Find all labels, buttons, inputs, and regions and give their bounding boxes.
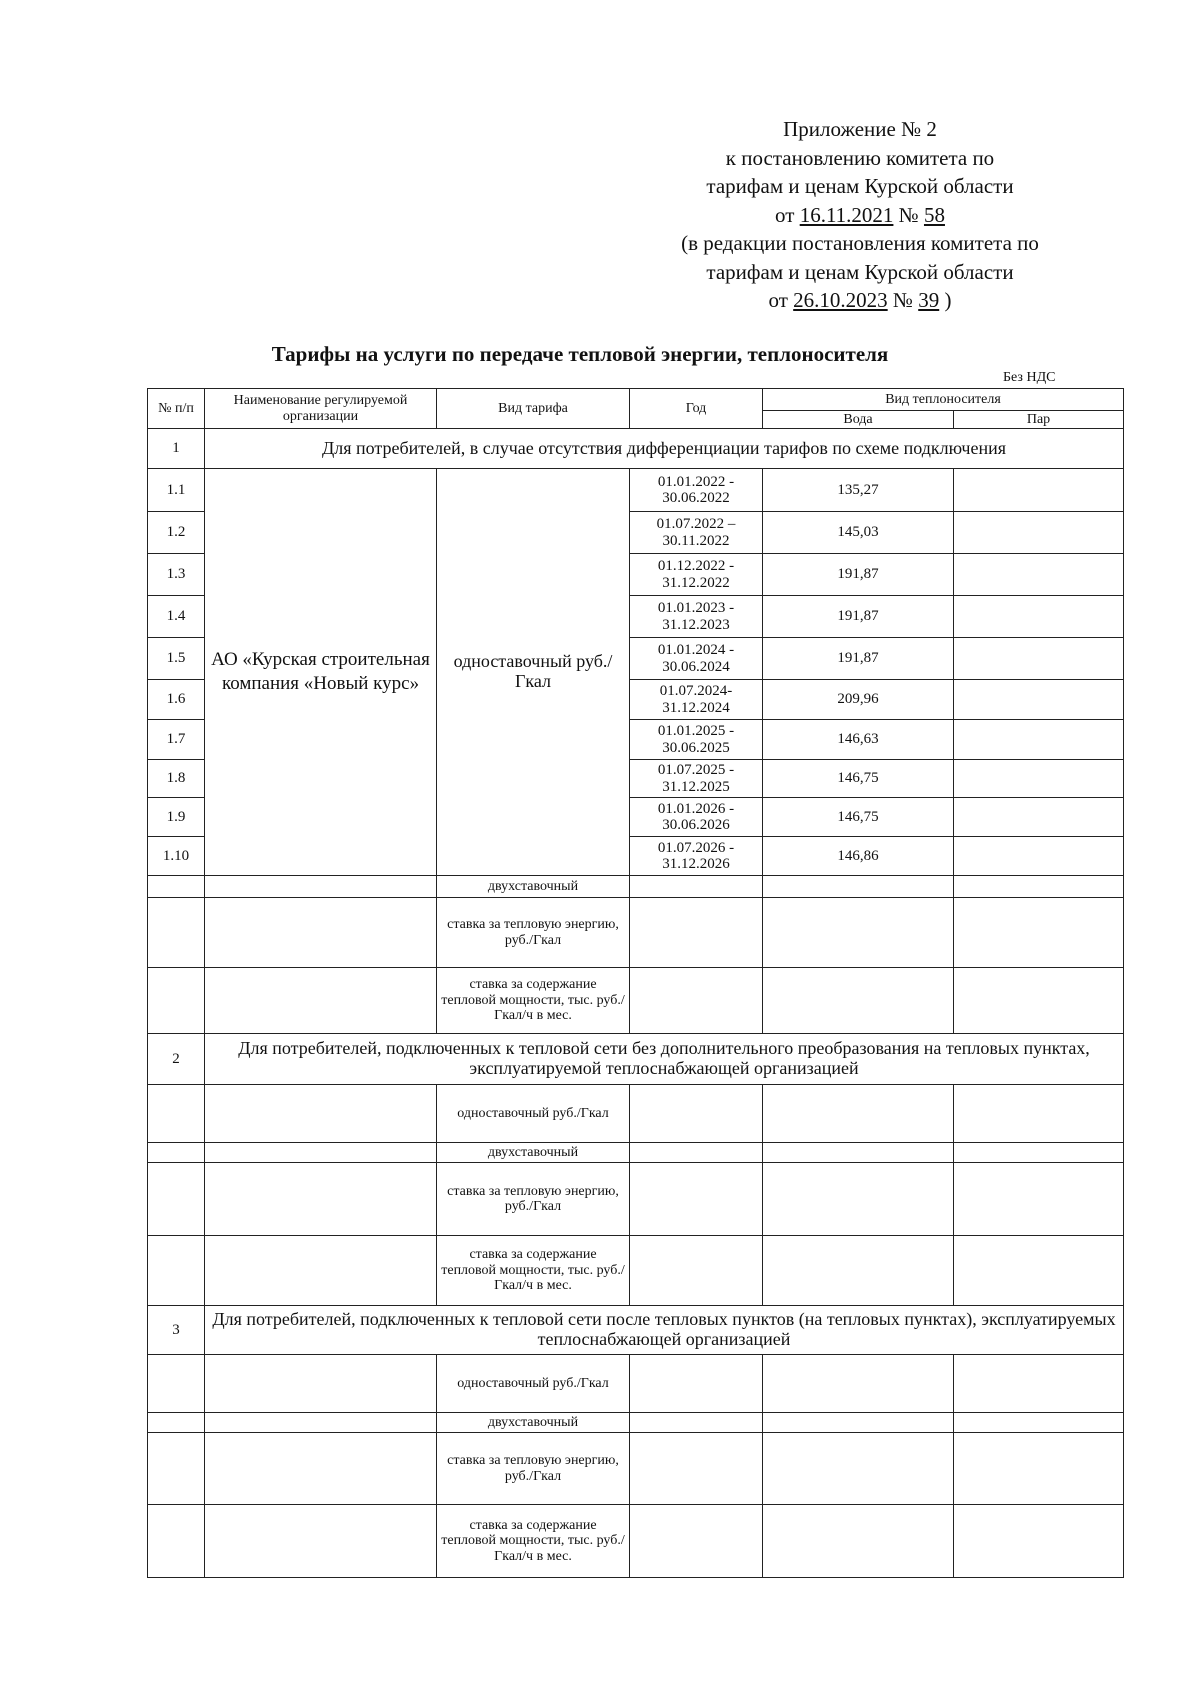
decree-date: 16.11.2021 [799,202,894,227]
appendix-edition-ref [600,286,1120,315]
row-number: 1.4 [148,596,205,638]
decree-number: 58 [923,202,945,227]
appendix-line-5: (в редакции постановления комитета по [681,231,1039,255]
one-rate-tariff: одноставочный руб./Гкал [437,469,630,876]
table-row [148,469,1124,512]
row-number: 1.6 [148,680,205,720]
row-number: 1.8 [148,760,205,798]
appendix-number: Приложение № 2 [783,117,937,141]
one-rate-row [148,1085,1124,1143]
period: 01.07.2024- 31.12.2024 [630,680,763,720]
vat-note: Без НДС [1003,370,1056,385]
water-value: 191,87 [763,554,954,596]
document-title: Тарифы на услуги по передаче тепловой энергии, теплоносителя [271,342,889,366]
steam-value [954,837,1124,876]
capacity-rate-row [148,1236,1124,1306]
number-label: № [898,202,919,227]
water-value: 146,86 [763,837,954,876]
section-3-number: 3 [148,1306,205,1355]
energy-rate-row [148,1163,1124,1236]
tariff-table [147,388,1124,1578]
appendix-header [600,115,1120,315]
period: 01.01.2023 - 31.12.2023 [630,596,763,638]
steam-value [954,680,1124,720]
row-number: 1.3 [148,554,205,596]
period: 01.01.2026 - 30.06.2026 [630,798,763,837]
row-number: 1.7 [148,720,205,760]
col-year-header: Год [630,389,763,429]
col-water-header: Вода [763,411,954,429]
section-2-title: Для потребителей, подключенных к тепловой сети без дополнительного преобразования на тепловых пунктах, эксплуатируемой теплоснабжающей организацией [205,1034,1124,1085]
energy-rate-label: ставка за тепловую энергию, руб./Гкал [437,898,630,968]
two-rate-label: двухставочный [437,876,630,898]
two-rate-label: двухставочный [437,1143,630,1163]
steam-value [954,512,1124,554]
one-rate-label: одноставочный руб./Гкал [437,1355,630,1413]
edition-number: 39 [918,288,940,312]
water-value: 191,87 [763,596,954,638]
period: 01.12.2022 - 31.12.2022 [630,554,763,596]
organization-name: АО «Курская строительная компания «Новый курс» [205,469,437,876]
water-value: 135,27 [763,469,954,512]
water-value: 146,75 [763,798,954,837]
row-number: 1.5 [148,638,205,680]
one-rate-label: одноставочный руб./Гкал [437,1085,630,1143]
two-rate-row [148,1413,1124,1433]
steam-value [954,798,1124,837]
steam-value [954,469,1124,512]
steam-value [954,638,1124,680]
capacity-rate-label: ставка за содержание тепловой мощности, тыс. руб./Гкал/ч в мес. [437,1236,630,1306]
two-rate-row [148,1143,1124,1163]
section-2-number: 2 [148,1034,205,1085]
energy-rate-label: ставка за тепловую энергию, руб./Гкал [437,1163,630,1236]
appendix-decree-ref [600,201,1120,230]
section-1-number: 1 [148,429,205,469]
section-3-title: Для потребителей, подключенных к тепловой сети после тепловых пунктов (на тепловых пунктах), эксплуатируемых теплоснабжающей организацией [205,1306,1124,1355]
capacity-rate-row [148,968,1124,1034]
appendix-line-2: к постановлению комитета по [725,145,995,170]
steam-value [954,720,1124,760]
two-rate-label: двухставочный [437,1413,630,1433]
col-carrier-header: Вид теплоносителя [763,389,1124,411]
energy-rate-row [148,1433,1124,1505]
water-value: 191,87 [763,638,954,680]
water-value: 146,75 [763,760,954,798]
row-number: 1.2 [148,512,205,554]
period: 01.07.2026 - 31.12.2026 [630,837,763,876]
col-type-header: Вид тарифа [437,389,630,429]
section-1-title: Для потребителей, в случае отсутствия дифференциации тарифов по схеме подключения [205,429,1124,469]
row-number: 1.1 [148,469,205,512]
number-label-2: № [892,288,913,312]
from-label-2: от [768,288,788,312]
capacity-rate-row [148,1505,1124,1578]
row-number: 1.10 [148,837,205,876]
from-label: от [775,202,795,227]
col-org-header: Наименование регулируемой организации [205,389,437,429]
col-steam-header: Пар [954,411,1124,429]
col-num-header: № п/п [148,389,205,429]
water-value: 146,63 [763,720,954,760]
appendix-line-3: тарифам и ценам Курской области [706,174,1014,198]
energy-rate-label: ставка за тепловую энергию, руб./Гкал [437,1433,630,1505]
steam-value [954,596,1124,638]
period: 01.01.2024 - 30.06.2024 [630,638,763,680]
two-rate-row [148,876,1124,898]
period: 01.01.2022 - 30.06.2022 [630,469,763,512]
close-paren: ) [944,288,952,312]
period: 01.07.2025 - 31.12.2025 [630,760,763,798]
row-number: 1.9 [148,798,205,837]
period: 01.07.2022 – 30.11.2022 [630,512,763,554]
water-value: 145,03 [763,512,954,554]
capacity-rate-label: ставка за содержание тепловой мощности, тыс. руб./Гкал/ч в мес. [437,968,630,1034]
period: 01.01.2025 - 30.06.2025 [630,720,763,760]
water-value: 209,96 [763,680,954,720]
steam-value [954,760,1124,798]
one-rate-row [148,1355,1124,1413]
energy-rate-row [148,898,1124,968]
edition-date: 26.10.2023 [793,288,888,312]
steam-value [954,554,1124,596]
appendix-line-6: тарифам и ценам Курской области [706,259,1014,284]
capacity-rate-label: ставка за содержание тепловой мощности, тыс. руб./Гкал/ч в мес. [437,1505,630,1578]
